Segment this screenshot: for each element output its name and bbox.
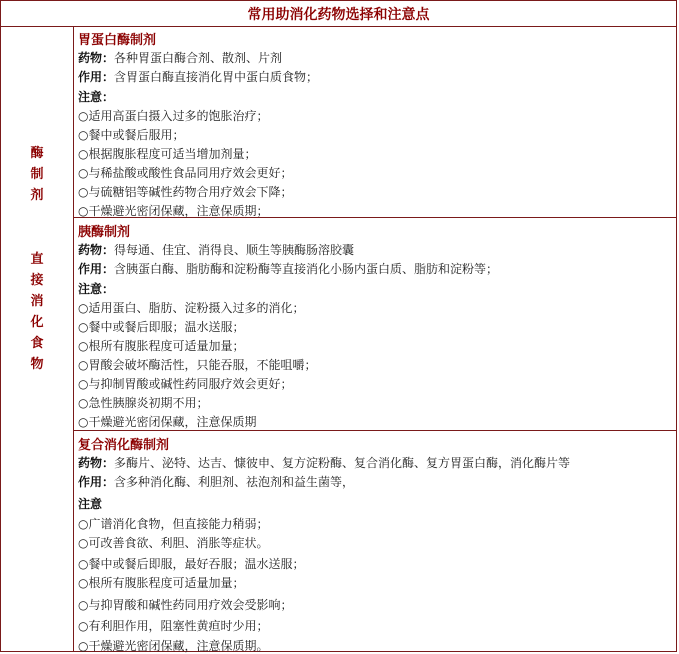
notes-label: 注意： bbox=[78, 90, 115, 104]
note-item: ○胃酸会破坏酶活性，只能吞服，不能咀嚼； bbox=[78, 358, 317, 372]
note-item: ○与硫糖铝等碱性药物合用疗效会下降； bbox=[78, 185, 293, 199]
effect-label: 作用： bbox=[78, 475, 115, 489]
side-char: 物 bbox=[30, 357, 44, 372]
drug-line bbox=[78, 454, 570, 471]
table-title: 常用助消化药物选择和注意点 bbox=[1, 1, 676, 27]
note-item: ○可改善食欲、利胆、消胀等症状。 bbox=[78, 536, 269, 550]
note-item: ○根所有腹胀程度可适量加量； bbox=[78, 339, 245, 353]
section-title: 胰酶制剂 bbox=[78, 225, 131, 240]
note-item: ○根据腹胀程度可适当增加剂量； bbox=[78, 147, 257, 161]
drug-label: 药物： bbox=[78, 456, 115, 470]
drug-label: 药物： bbox=[78, 51, 115, 65]
note-item: ○干燥避光密闭保藏，注意保质期。 bbox=[78, 639, 269, 653]
side-char: 食 bbox=[30, 336, 44, 351]
effect-line bbox=[78, 473, 354, 490]
note-item: ○适用蛋白、脂肪、淀粉摄入过多的消化； bbox=[78, 301, 305, 315]
drug-text: 得每通、佳宜、消得良、顺生等胰酶肠溶胶囊 bbox=[114, 243, 355, 257]
effect-label: 作用： bbox=[78, 262, 115, 276]
note-item: ○适用高蛋白摄入过多的饱胀治疗； bbox=[78, 109, 269, 123]
drug-text: 各种胃蛋白酶合剂、散剂、片剂 bbox=[114, 51, 283, 65]
section-compound-enzyme bbox=[74, 431, 676, 651]
section-pepsin bbox=[74, 26, 676, 218]
section-pancreatin bbox=[74, 218, 676, 431]
effect-label: 作用： bbox=[78, 70, 115, 84]
note-item: ○与抑胃酸和碱性药同用疗效会受影响； bbox=[78, 598, 293, 612]
drug-text: 多酶片、泌特、达吉、慷彼申、复方淀粉酶、复合消化酶、复方胃蛋白酶，消化酶片等 bbox=[114, 456, 571, 470]
effect-text: 含胃蛋白酶直接消化胃中蛋白质食物； bbox=[114, 70, 319, 84]
content-column bbox=[74, 26, 676, 651]
note-item: ○急性胰腺炎初期不用； bbox=[78, 396, 209, 410]
notes-label: 注意： bbox=[78, 282, 115, 296]
side-char: 直 bbox=[30, 252, 44, 267]
side-char: 剂 bbox=[30, 188, 44, 203]
note-item: ○根所有腹胀程度可适量加量； bbox=[78, 576, 245, 590]
note-item: ○餐中或餐后服用； bbox=[78, 128, 185, 142]
note-item: ○干燥避光密闭保藏，注意保质期 bbox=[78, 415, 257, 429]
note-item: ○餐中或餐后即服，最好吞服；温水送服； bbox=[78, 557, 305, 571]
side-char: 制 bbox=[30, 167, 44, 182]
section-title: 胃蛋白酶制剂 bbox=[78, 33, 157, 48]
effect-text: 含胰蛋白酶、脂肪酶和淀粉酶等直接消化小肠内蛋白质、脂肪和淀粉等； bbox=[114, 262, 499, 276]
side-label-direct-digest bbox=[1, 249, 73, 375]
section-title: 复合消化酶制剂 bbox=[78, 438, 170, 453]
note-item: ○餐中或餐后即服；温水送服； bbox=[78, 320, 245, 334]
effect-line bbox=[78, 68, 318, 85]
side-char: 接 bbox=[30, 273, 44, 288]
note-item: ○广谱消化食物，但直接能力稍弱； bbox=[78, 517, 269, 531]
note-item: ○有利胆作用，阻塞性黄疸时少用； bbox=[78, 619, 269, 633]
effect-line bbox=[78, 260, 498, 277]
side-label-enzyme bbox=[1, 143, 73, 206]
side-label-column bbox=[1, 26, 74, 651]
side-char: 消 bbox=[30, 294, 44, 309]
note-item: ○与稀盐酸或酸性食品同用疗效会更好； bbox=[78, 166, 293, 180]
side-char: 化 bbox=[30, 315, 44, 330]
notes-label: 注意 bbox=[78, 497, 103, 511]
drug-line bbox=[78, 49, 282, 66]
effect-text: 含多种消化酶、利胆剂、祛泡剂和益生菌等， bbox=[114, 475, 355, 489]
drug-line bbox=[78, 241, 354, 258]
drug-label: 药物： bbox=[78, 243, 115, 257]
side-char: 酶 bbox=[30, 146, 44, 161]
note-item: ○干燥避光密闭保藏，注意保质期； bbox=[78, 204, 269, 218]
note-item: ○与抑制胃酸或碱性药同服疗效会更好； bbox=[78, 377, 293, 391]
